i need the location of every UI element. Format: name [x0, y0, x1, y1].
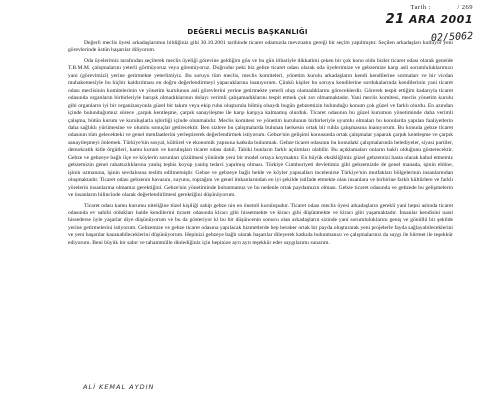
paragraph-1: Değerli meclis üyesi arkadaşlarımın bildiğiniz gibi 30.10.2001 tarihinde ticaret odamızda mevzuatın gereği bir seçim yapılmıştır. Seçilen arkadaşları kutluyor yeni görevlerinde üstün başarılar diliyorum.	[68, 40, 453, 54]
paragraph-2: Oda üyelerimiz tarafından seçilerek meclis üyeliği görevine geldiğim gün ve bu gün itibariyle dikkatimi çeken bir çok konu oldu bizler ticaret odası olarak genelde T.B.M.M. çalışmalarını yeterli görmüyoruz veya göremiyoruz. Doğrudur peki biz gebze ticaret odası olarak oda üyelerimize ve gebzemize karşı asli sorumluluklarımızı yani (görevimizi) yerine getirmekte yeterlimiyiz. Bu soruyu tüm meclis, meclis komiteleri, yönetim kurulu arkadaşların kendi kendilerine sormaları ve bir vicdan muhakemesiyle bu hiçbir kaldırılması en doğru değerlendirmeyi yapacaklarına inanıyorum. Çünkü kişiler bu soruyu kendilerine sordukalarında kendilerinin yani ticaret odası meclisinin komitelerinin ve yönetim kurulunun asli görevlerini yerine getirmekte yeterli olup olamadıklarını göreceklerdir. Görerek tespit ettiğim kadarıyla ticaret odasında organların birbirleriyle barışık olmadıklarının dolayı verimli çalışamadıklarını tespit etmek çok zor olmamaktadır. Yani meclis komitesi, meclis yönetim kurulu gibi organların iyi bir organizasyonla güzel bir takım veya ekip ruhu oluşturula bilmiş olsaydı bugün gebzemizin bulunduğu konum çok güzel ve farklı olurdu. En azından içinde bulunduğumuz sürece ,çarpık kentleşme, çarpık sanayileşme ile karşı karşıya kalmamış olurduk. Ticaret odasının bu güzel kurumun yönetiminde daha verimli çalışma, bütün kurum ve kuruluşlarla işbirliği içinde olunmalıdır. Meclis komitesi ve yönetim kurulunun birbirleriyle uyumlu olmaları bu konularda yapılan faaliyetlerin daha sağlıklı yürümesine ve olumlu sonuçlar getirecektir. Ben sizlere bu çalışmalarda bulunan herkesin ortak bir ruhla çalışmasına inanıyorum. Bu konuda gebze ticaret odasının tüm gelecekteki ve genel menfaatlerini yerleştirerek değerlendirmek istiyorum. Gebze'nin gelişimi konusunda ortak çalışmalar yaparak çarpık kentleşme ve çarpık sanayileşmeyi önlemek. Türkiye'nin sosyal, kültürel ve ekonomik yapısına katkıda bulunmak. Gebze ticaret odasının bu konudaki çalışmalarında belediyeler, siyasi partiler, demokratik kitle örgütleri, kamu kurum ve kuruluşları ticaret odası dahil. Tabiki bunların farklı açılımları olabilir. Bu açıklamaları onların haklı olduğunu gösterecektir. Gebze ve gebzeye bağlı ilçe ve köylerin sorunları çözülmesi yönünde yeni bir model ortaya koymaktır. En büyük eksikliğimiz güzel gebzemizi hasta olarak kabul etmemiz gebzemizin genel rahatsızlıklarına yanlış teşhis koyup yanlış tedavi yapılmış olması. Türkiye Cumhuriyeti devletimiz gibi gebzemizde de genel manada, işinin ehline, işinin uzmanına, işinin sevdalısına teslim edilmemiştir. Gebze ve gebzeye bağlı belde ve köyler yapısalları incelenirse Türkiye'nin mutfakları bölgelerinin insanlarından oluşmaktadır. Ticaret odası gebzenin havasını, suyunu, toprağını ve genel imkanlarından en iyi şekilde istifade etmekte olan insanlara ve birbirine farklı kültürlere ve farklı yörelerin insanlarına olmamız gerektiğini. Gebze'nin yönetiminde bulunmamız ve bu nedenle ortak paydamızın olması. Gebze ticaret odasında ve gebzede bu gelişmelerin ve insanların bilincinde olarak değerlendirilmesi gerektiğini düşünüyorum.	[68, 57, 453, 199]
date-stamp-day: 21	[385, 12, 405, 27]
date-label-row	[343, 4, 473, 11]
date-stamp	[343, 12, 473, 27]
document-body	[68, 40, 453, 250]
tarih-label: Tarih :	[410, 4, 432, 11]
sayi-label: / 269	[457, 4, 473, 11]
handwritten-signature-name: ALİ KEMAL AYDIN	[83, 383, 155, 391]
paragraph-3: Ticaret odası kamu kurumu niteliğine tüzel kişiliği sahip gebze nin en önemli kuruluşudur. Ticaret odası meclis üyesi arkadaşların gerekli yani hepsi aslında ticaret odasında ev sahibi oldukları halde kendilerini ticaret odasında kiracı gibi hissetmekte ve kiracı gibi düşünmekte ve kiracı gibi yaşamaktadır. İnsanlar kendisini nasıl hissederse öyle yaşarlar diye düşünüyorum ve bu da gösteriyor ki bu bir düşüncenin sonucu olan arkadaşların sizinde yani sorumluluklarını geniş ve gönüllü bir şekilde yerine getirmelerini istiyorum. Gebzemize ve gebze ticaret odasına yapılacak hizmetlerde hep beraber ortak bir payda oluşturarak yeni projelerle fayda sağlayabileceklerini ve yeni başarılar kazanabileceklerini düşünüyorum. Hepinizi gebzeye bağlı olarak başarılar dileyerek katkıda bulunmanızı ve çalışmalarınız da saygı ile hürmet ile teşekkür ediyorum. Beni büyük bir sabır ve tahammülle dinlediğiniz için hepinize ayrı ayrı teşekkür eder saygılarımı sunarım.	[68, 202, 453, 246]
header-date-block	[343, 4, 473, 45]
date-stamp-year: 2001	[440, 13, 473, 26]
document-title: DEĞERLİ MECLİS BAŞKANLIĞI	[187, 28, 308, 36]
handwritten-reference-number: 02/5062	[430, 30, 474, 45]
date-stamp-month: ARA	[409, 13, 437, 26]
